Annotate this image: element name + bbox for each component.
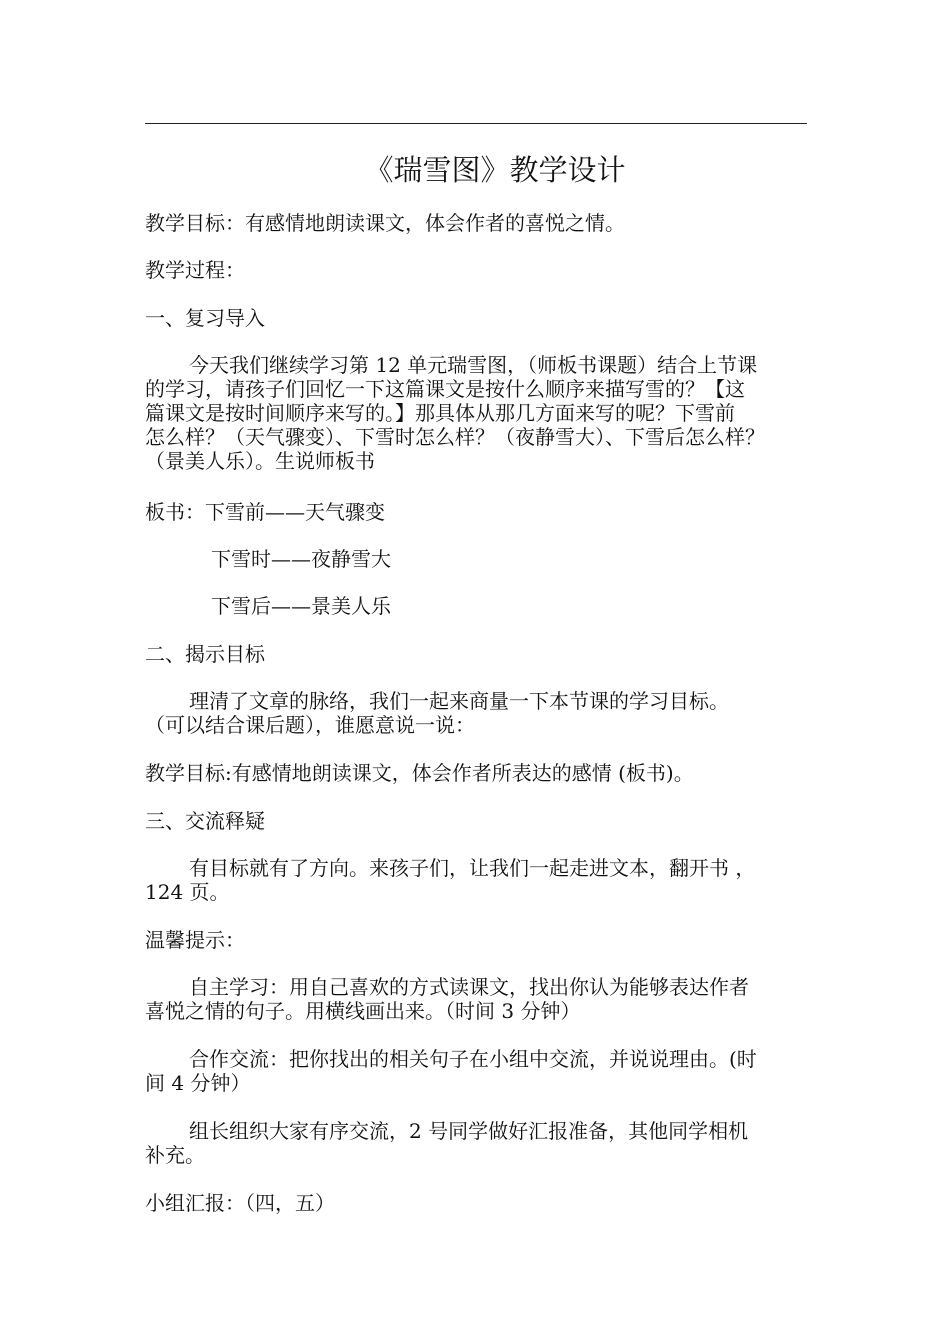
paragraph-line: 喜悦之情的句子。用横线画出来。（时间 3 分钟） xyxy=(145,999,581,1023)
teaching-objective: 教学目标：有感情地朗读课文，体会作者的喜悦之情。 xyxy=(145,211,625,235)
document-page xyxy=(145,0,807,1344)
paragraph-self-study xyxy=(145,975,807,1023)
paragraph-line: 理清了文章的脉络，我们一起来商量一下本节课的学习目标。 xyxy=(189,689,729,713)
paragraph-goals xyxy=(145,689,807,737)
tips-label: 温馨提示： xyxy=(145,928,245,952)
process-label: 教学过程： xyxy=(145,258,245,282)
paragraph-line: （景美人乐）。生说师板书 xyxy=(145,449,375,473)
paragraph-line: 今天我们继续学习第 12 单元瑞雪图，（师板书课题）结合上节课 xyxy=(189,353,758,377)
paragraph-discussion xyxy=(145,856,807,904)
paragraph-line: 怎么样？（天气骤变）、下雪时怎么样？（夜静雪大）、下雪后怎么样？ xyxy=(145,425,765,449)
section-heading-goals: 二、揭示目标 xyxy=(145,642,265,666)
paragraph-line: （可以结合课后题），谁愿意说一说： xyxy=(145,713,475,737)
document-title: 《瑞雪图》教学设计 xyxy=(364,153,626,187)
section-heading-discussion: 三、交流释疑 xyxy=(145,809,265,833)
paragraph-line: 补充。 xyxy=(145,1143,205,1167)
board-note-during: 下雪时——夜静雪大 xyxy=(211,547,391,571)
section-heading-review: 一、复习导入 xyxy=(145,306,265,330)
header-rule xyxy=(145,123,807,124)
paragraph-line: 间 4 分钟） xyxy=(145,1071,251,1095)
paragraph-group-leader xyxy=(145,1119,807,1167)
board-note-after: 下雪后——景美人乐 xyxy=(211,594,391,618)
paragraph-line: 篇课文是按时间顺序来写的。】那具体从那几方面来写的呢？下雪前 xyxy=(145,401,735,425)
board-note-before: 板书：下雪前——天气骤变 xyxy=(145,500,385,524)
paragraph-line: 合作交流：把你找出的相关句子在小组中交流，并说说理由。(时 xyxy=(189,1047,757,1071)
paragraph-line: 的学习，请孩子们回忆一下这篇课文是按什么顺序来描写雪的？【这 xyxy=(145,377,745,401)
teaching-objective-board: 教学目标:有感情地朗读课文，体会作者所表达的感情 (板书)。 xyxy=(145,761,694,785)
paragraph-cooperation xyxy=(145,1047,807,1095)
paragraph-line: 自主学习：用自己喜欢的方式读课文，找出你认为能够表达作者 xyxy=(189,975,749,999)
paragraph-line: 有目标就有了方向。来孩子们，让我们一起走进文本，翻开书 ， xyxy=(189,856,756,880)
group-report: 小组汇报：（四，五） xyxy=(145,1191,335,1215)
paragraph-line: 组长组织大家有序交流，2 号同学做好汇报准备，其他同学相机 xyxy=(189,1119,749,1143)
paragraph-line: 124 页。 xyxy=(145,880,230,904)
paragraph-review xyxy=(145,353,807,473)
